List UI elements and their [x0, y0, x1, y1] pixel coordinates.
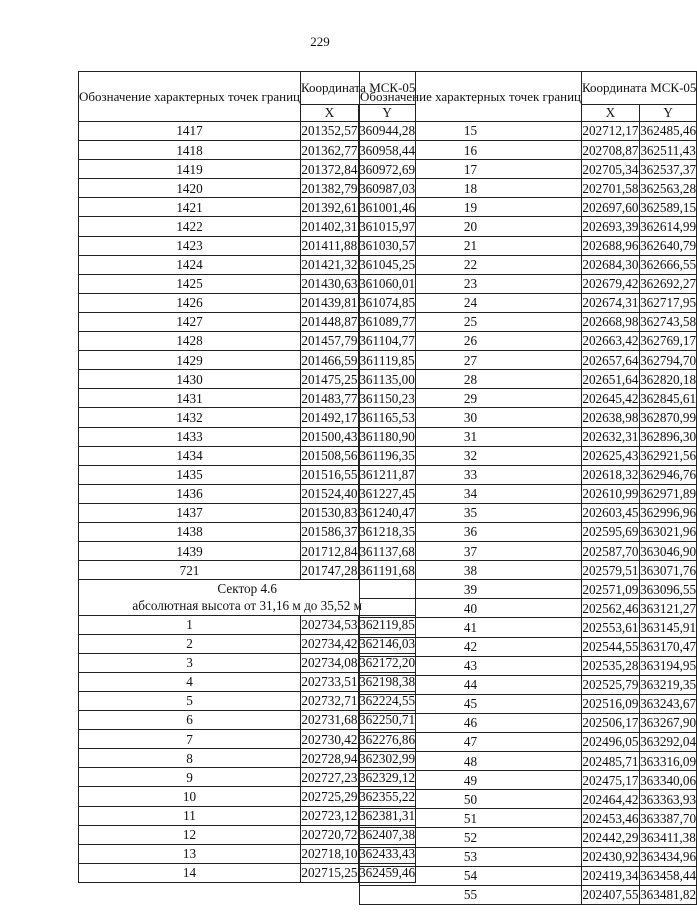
y-coordinate-cell: 362946,76 [639, 465, 697, 484]
x-coordinate-cell: 202688,96 [582, 236, 640, 255]
point-id-cell: 4 [79, 672, 301, 691]
x-coordinate-cell: 202728,94 [301, 749, 359, 768]
table-row [360, 122, 697, 141]
x-coordinate-cell: 202516,09 [582, 694, 640, 713]
x-coordinate-cell: 201530,83 [301, 503, 359, 522]
y-coordinate-cell: 361060,01 [358, 274, 416, 293]
page-number: 229 [310, 34, 330, 49]
point-id-cell: 1419 [79, 160, 301, 179]
table-row [360, 351, 697, 370]
point-id-cell: 17 [360, 160, 582, 179]
table-row [360, 790, 697, 809]
table-row [360, 675, 697, 694]
x-coordinate-cell: 201439,81 [301, 293, 359, 312]
table-row [360, 618, 697, 637]
table-row [360, 580, 697, 599]
table-row [360, 408, 697, 427]
point-id-cell: 10 [79, 787, 301, 806]
y-coordinate-cell: 362971,89 [639, 484, 697, 503]
point-id-cell: 1436 [79, 484, 301, 503]
point-id-cell: 1427 [79, 312, 301, 331]
x-coordinate-cell: 202506,17 [582, 713, 640, 732]
header-y: Y [639, 105, 697, 122]
y-coordinate-cell: 361240,47 [358, 503, 416, 522]
x-coordinate-cell: 202587,70 [582, 542, 640, 561]
y-coordinate-cell: 360944,28 [358, 122, 416, 141]
point-id-cell: 43 [360, 656, 582, 675]
point-id-cell: 21 [360, 236, 582, 255]
point-id-cell: 24 [360, 293, 582, 312]
point-id-cell: 19 [360, 198, 582, 217]
table-row [360, 713, 697, 732]
table-row [360, 637, 697, 656]
point-id-cell: 45 [360, 694, 582, 713]
point-id-cell: 1432 [79, 408, 301, 427]
table-row [360, 179, 697, 198]
table-row [360, 293, 697, 312]
x-coordinate-cell: 201352,57 [301, 122, 359, 141]
x-coordinate-cell: 202697,60 [582, 198, 640, 217]
point-id-cell: 9 [79, 768, 301, 787]
sector-altitude: абсолютная высота от 31,16 м до 35,52 м [132, 598, 362, 614]
x-coordinate-cell: 201586,37 [301, 522, 359, 541]
coordinates-table-right [359, 71, 697, 905]
y-coordinate-cell: 362224,55 [358, 691, 416, 710]
x-coordinate-cell: 202485,71 [582, 752, 640, 771]
table-row [360, 866, 697, 885]
point-id-cell: 20 [360, 217, 582, 236]
point-id-cell: 11 [79, 806, 301, 825]
y-coordinate-cell: 363363,93 [639, 790, 697, 809]
table-row [360, 599, 697, 618]
x-coordinate-cell: 202679,42 [582, 274, 640, 293]
y-coordinate-cell: 363267,90 [639, 713, 697, 732]
x-coordinate-cell: 202595,69 [582, 522, 640, 541]
point-id-cell: 2 [79, 634, 301, 653]
point-id-cell: 1421 [79, 198, 301, 217]
y-coordinate-cell: 362717,95 [639, 293, 697, 312]
x-coordinate-cell: 202723,12 [301, 806, 359, 825]
table-row [360, 484, 697, 503]
x-coordinate-cell: 201516,55 [301, 465, 359, 484]
table-row [360, 389, 697, 408]
point-id-cell: 1424 [79, 255, 301, 274]
x-coordinate-cell: 202715,25 [301, 863, 359, 882]
x-coordinate-cell: 202407,55 [582, 885, 640, 904]
point-id-cell: 18 [360, 179, 582, 198]
point-id-cell: 41 [360, 618, 582, 637]
table-row [360, 656, 697, 675]
y-coordinate-cell: 361211,87 [358, 465, 416, 484]
y-coordinate-cell: 362119,85 [358, 615, 416, 634]
y-coordinate-cell: 362666,55 [639, 255, 697, 274]
y-coordinate-cell: 363243,67 [639, 694, 697, 713]
table-row [360, 370, 697, 389]
x-coordinate-cell: 202579,51 [582, 561, 640, 580]
table-row [360, 332, 697, 351]
point-id-cell: 13 [79, 844, 301, 863]
point-id-cell: 53 [360, 847, 582, 866]
y-coordinate-cell: 361089,77 [358, 312, 416, 331]
x-coordinate-cell: 201362,77 [301, 141, 359, 160]
y-coordinate-cell: 363021,96 [639, 522, 697, 541]
x-coordinate-cell: 202693,39 [582, 217, 640, 236]
y-coordinate-cell: 363387,70 [639, 809, 697, 828]
point-id-cell: 1418 [79, 141, 301, 160]
table-row [360, 198, 697, 217]
y-coordinate-cell: 360972,69 [358, 160, 416, 179]
y-coordinate-cell: 362511,43 [639, 141, 697, 160]
x-coordinate-cell: 202645,42 [582, 389, 640, 408]
y-coordinate-cell: 363170,47 [639, 637, 697, 656]
point-id-cell: 38 [360, 561, 582, 580]
x-coordinate-cell: 201483,77 [301, 389, 359, 408]
x-coordinate-cell: 202430,92 [582, 847, 640, 866]
y-coordinate-cell: 362172,20 [358, 653, 416, 672]
x-coordinate-cell: 202684,30 [582, 255, 640, 274]
x-coordinate-cell: 202544,55 [582, 637, 640, 656]
y-coordinate-cell: 361218,35 [358, 522, 416, 541]
x-coordinate-cell: 201372,84 [301, 160, 359, 179]
point-id-cell: 8 [79, 749, 301, 768]
point-id-cell: 721 [79, 561, 301, 580]
y-coordinate-cell: 362537,37 [639, 160, 697, 179]
x-coordinate-cell: 202464,42 [582, 790, 640, 809]
table-row [360, 733, 697, 752]
x-coordinate-cell: 201747,28 [301, 561, 359, 580]
y-coordinate-cell: 362794,70 [639, 351, 697, 370]
x-coordinate-cell: 202725,29 [301, 787, 359, 806]
x-coordinate-cell: 201466,59 [301, 351, 359, 370]
x-coordinate-cell: 202668,98 [582, 312, 640, 331]
y-coordinate-cell: 362614,99 [639, 217, 697, 236]
y-coordinate-cell: 363481,82 [639, 885, 697, 904]
point-id-cell: 46 [360, 713, 582, 732]
y-coordinate-cell: 362146,03 [358, 634, 416, 653]
point-id-cell: 5 [79, 691, 301, 710]
x-coordinate-cell: 201430,63 [301, 274, 359, 293]
x-coordinate-cell: 202535,28 [582, 656, 640, 675]
x-coordinate-cell: 202453,46 [582, 809, 640, 828]
x-coordinate-cell: 202618,32 [582, 465, 640, 484]
point-id-cell: 7 [79, 730, 301, 749]
y-coordinate-cell: 363121,27 [639, 599, 697, 618]
y-coordinate-cell: 363434,96 [639, 847, 697, 866]
point-id-cell: 1426 [79, 293, 301, 312]
table-row [360, 160, 697, 179]
y-coordinate-cell: 362769,17 [639, 332, 697, 351]
y-coordinate-cell: 361119,85 [358, 351, 416, 370]
point-id-cell: 34 [360, 484, 582, 503]
x-coordinate-cell: 201500,43 [301, 427, 359, 446]
x-coordinate-cell: 202571,09 [582, 580, 640, 599]
table-row [360, 236, 697, 255]
point-id-cell: 1423 [79, 236, 301, 255]
point-id-cell: 1434 [79, 446, 301, 465]
table-row [360, 828, 697, 847]
y-coordinate-cell: 362459,46 [358, 863, 416, 882]
y-coordinate-cell: 362329,12 [358, 768, 416, 787]
point-id-cell: 31 [360, 427, 582, 446]
x-coordinate-cell: 201411,88 [301, 236, 359, 255]
y-coordinate-cell: 361227,45 [358, 484, 416, 503]
y-coordinate-cell: 362692,27 [639, 274, 697, 293]
y-coordinate-cell: 363145,91 [639, 618, 697, 637]
point-id-cell: 1425 [79, 274, 301, 293]
header-x: X [301, 105, 359, 122]
y-coordinate-cell: 362381,31 [358, 806, 416, 825]
point-id-cell: 1439 [79, 542, 301, 561]
x-coordinate-cell: 202733,51 [301, 672, 359, 691]
x-coordinate-cell: 201421,32 [301, 255, 359, 274]
point-id-cell: 1428 [79, 332, 301, 351]
header-coordinate-title: Координата МСК-05 [301, 72, 416, 105]
y-coordinate-cell: 361104,77 [358, 332, 416, 351]
x-coordinate-cell: 202731,68 [301, 711, 359, 730]
table-row [360, 752, 697, 771]
y-coordinate-cell: 362250,71 [358, 711, 416, 730]
point-id-cell: 27 [360, 351, 582, 370]
x-coordinate-cell: 202674,31 [582, 293, 640, 312]
point-id-cell: 44 [360, 675, 582, 694]
point-id-cell: 14 [79, 863, 301, 882]
y-coordinate-cell: 362407,38 [358, 825, 416, 844]
x-coordinate-cell: 202496,05 [582, 733, 640, 752]
table-row [360, 694, 697, 713]
table-row [360, 217, 697, 236]
point-id-cell: 26 [360, 332, 582, 351]
y-coordinate-cell: 361001,46 [358, 198, 416, 217]
point-id-cell: 1438 [79, 522, 301, 541]
point-id-cell: 52 [360, 828, 582, 847]
y-coordinate-cell: 361135,00 [358, 370, 416, 389]
point-id-cell: 25 [360, 312, 582, 331]
point-id-cell: 1420 [79, 179, 301, 198]
y-coordinate-cell: 363458,44 [639, 866, 697, 885]
x-coordinate-cell: 202419,34 [582, 866, 640, 885]
point-id-cell: 49 [360, 771, 582, 790]
y-coordinate-cell: 363071,76 [639, 561, 697, 580]
x-coordinate-cell: 201457,79 [301, 332, 359, 351]
y-coordinate-cell: 362896,30 [639, 427, 697, 446]
table-row [360, 141, 697, 160]
x-coordinate-cell: 202638,98 [582, 408, 640, 427]
y-coordinate-cell: 361150,23 [358, 389, 416, 408]
y-coordinate-cell: 360958,44 [358, 141, 416, 160]
table-row [360, 561, 697, 580]
y-coordinate-cell: 363316,09 [639, 752, 697, 771]
point-id-cell: 28 [360, 370, 582, 389]
point-id-cell: 55 [360, 885, 582, 904]
header-y: Y [358, 105, 416, 122]
x-coordinate-cell: 202734,53 [301, 615, 359, 634]
y-coordinate-cell: 360987,03 [358, 179, 416, 198]
y-coordinate-cell: 362996,96 [639, 503, 697, 522]
point-id-cell: 6 [79, 711, 301, 730]
x-coordinate-cell: 202705,34 [582, 160, 640, 179]
y-coordinate-cell: 362563,28 [639, 179, 697, 198]
x-coordinate-cell: 202651,64 [582, 370, 640, 389]
point-id-cell: 39 [360, 580, 582, 599]
y-coordinate-cell: 362743,58 [639, 312, 697, 331]
y-coordinate-cell: 361180,90 [358, 427, 416, 446]
y-coordinate-cell: 363411,38 [639, 828, 697, 847]
point-id-cell: 1437 [79, 503, 301, 522]
point-id-cell: 15 [360, 122, 582, 141]
point-id-cell: 40 [360, 599, 582, 618]
x-coordinate-cell: 202663,42 [582, 332, 640, 351]
point-id-cell: 47 [360, 733, 582, 752]
x-coordinate-cell: 202525,79 [582, 675, 640, 694]
x-coordinate-cell: 202708,87 [582, 141, 640, 160]
x-coordinate-cell: 202712,17 [582, 122, 640, 141]
point-id-cell: 23 [360, 274, 582, 293]
y-coordinate-cell: 362870,99 [639, 408, 697, 427]
table-row [360, 503, 697, 522]
x-coordinate-cell: 202475,17 [582, 771, 640, 790]
x-coordinate-cell: 202720,72 [301, 825, 359, 844]
table-row [360, 809, 697, 828]
y-coordinate-cell: 361045,25 [358, 255, 416, 274]
table-row [360, 522, 697, 541]
y-coordinate-cell: 361030,57 [358, 236, 416, 255]
y-coordinate-cell: 362921,56 [639, 446, 697, 465]
header-coordinate-title: Координата МСК-05 [582, 72, 697, 105]
x-coordinate-cell: 202727,23 [301, 768, 359, 787]
point-id-cell: 36 [360, 522, 582, 541]
x-coordinate-cell: 202734,42 [301, 634, 359, 653]
point-id-cell: 32 [360, 446, 582, 465]
y-coordinate-cell: 363340,06 [639, 771, 697, 790]
x-coordinate-cell: 202625,43 [582, 446, 640, 465]
x-coordinate-cell: 202442,29 [582, 828, 640, 847]
table-row [360, 542, 697, 561]
x-coordinate-cell: 201392,61 [301, 198, 359, 217]
x-coordinate-cell: 202657,64 [582, 351, 640, 370]
x-coordinate-cell: 202562,46 [582, 599, 640, 618]
point-id-cell: 3 [79, 653, 301, 672]
x-coordinate-cell: 202732,71 [301, 691, 359, 710]
x-coordinate-cell: 202734,08 [301, 653, 359, 672]
point-id-cell: 29 [360, 389, 582, 408]
point-id-cell: 37 [360, 542, 582, 561]
y-coordinate-cell: 363219,35 [639, 675, 697, 694]
point-id-cell: 1417 [79, 122, 301, 141]
x-coordinate-cell: 201524,40 [301, 484, 359, 503]
table-row [360, 885, 697, 904]
point-id-cell: 1435 [79, 465, 301, 484]
point-id-cell: 16 [360, 141, 582, 160]
table-row [360, 255, 697, 274]
point-id-cell: 1429 [79, 351, 301, 370]
point-id-cell: 30 [360, 408, 582, 427]
x-coordinate-cell: 202632,31 [582, 427, 640, 446]
x-coordinate-cell: 201402,31 [301, 217, 359, 236]
y-coordinate-cell: 362276,86 [358, 730, 416, 749]
header-x: X [582, 105, 640, 122]
header-point-label: Обозначение характерных точек границ [79, 72, 301, 122]
x-coordinate-cell: 201508,56 [301, 446, 359, 465]
y-coordinate-cell: 362589,15 [639, 198, 697, 217]
x-coordinate-cell: 201448,87 [301, 312, 359, 331]
table-row [360, 312, 697, 331]
y-coordinate-cell: 362485,46 [639, 122, 697, 141]
point-id-cell: 1 [79, 615, 301, 634]
point-id-cell: 1430 [79, 370, 301, 389]
y-coordinate-cell: 361196,35 [358, 446, 416, 465]
x-coordinate-cell: 201492,17 [301, 408, 359, 427]
table-row [360, 427, 697, 446]
y-coordinate-cell: 363292,04 [639, 733, 697, 752]
y-coordinate-cell: 363046,90 [639, 542, 697, 561]
y-coordinate-cell: 361137,68 [358, 542, 416, 561]
x-coordinate-cell: 202718,10 [301, 844, 359, 863]
sector-title: Сектор 4.6 [217, 581, 278, 597]
y-coordinate-cell: 361165,53 [358, 408, 416, 427]
point-id-cell: 42 [360, 637, 582, 656]
x-coordinate-cell: 202701,58 [582, 179, 640, 198]
point-id-cell: 54 [360, 866, 582, 885]
point-id-cell: 1433 [79, 427, 301, 446]
y-coordinate-cell: 361015,97 [358, 217, 416, 236]
header-point-label: Обозначение характерных точек границ [360, 72, 582, 122]
x-coordinate-cell: 201382,79 [301, 179, 359, 198]
x-coordinate-cell: 201475,25 [301, 370, 359, 389]
point-id-cell: 12 [79, 825, 301, 844]
point-id-cell: 48 [360, 752, 582, 771]
x-coordinate-cell: 202730,42 [301, 730, 359, 749]
x-coordinate-cell: 202553,61 [582, 618, 640, 637]
y-coordinate-cell: 363194,95 [639, 656, 697, 675]
table-row [360, 465, 697, 484]
point-id-cell: 35 [360, 503, 582, 522]
point-id-cell: 22 [360, 255, 582, 274]
y-coordinate-cell: 362198,38 [358, 672, 416, 691]
point-id-cell: 51 [360, 809, 582, 828]
table-row [360, 771, 697, 790]
point-id-cell: 33 [360, 465, 582, 484]
y-coordinate-cell: 362640,79 [639, 236, 697, 255]
y-coordinate-cell: 362355,22 [358, 787, 416, 806]
y-coordinate-cell: 362433,43 [358, 844, 416, 863]
point-id-cell: 50 [360, 790, 582, 809]
y-coordinate-cell: 362820,18 [639, 370, 697, 389]
x-coordinate-cell: 202603,45 [582, 503, 640, 522]
x-coordinate-cell: 201712,84 [301, 542, 359, 561]
y-coordinate-cell: 361074,85 [358, 293, 416, 312]
y-coordinate-cell: 363096,55 [639, 580, 697, 599]
y-coordinate-cell: 362302,99 [358, 749, 416, 768]
y-coordinate-cell: 362845,61 [639, 389, 697, 408]
table-row [360, 847, 697, 866]
x-coordinate-cell: 202610,99 [582, 484, 640, 503]
point-id-cell: 1422 [79, 217, 301, 236]
table-row [360, 274, 697, 293]
y-coordinate-cell: 361191,68 [358, 561, 416, 580]
table-row [360, 446, 697, 465]
point-id-cell: 1431 [79, 389, 301, 408]
